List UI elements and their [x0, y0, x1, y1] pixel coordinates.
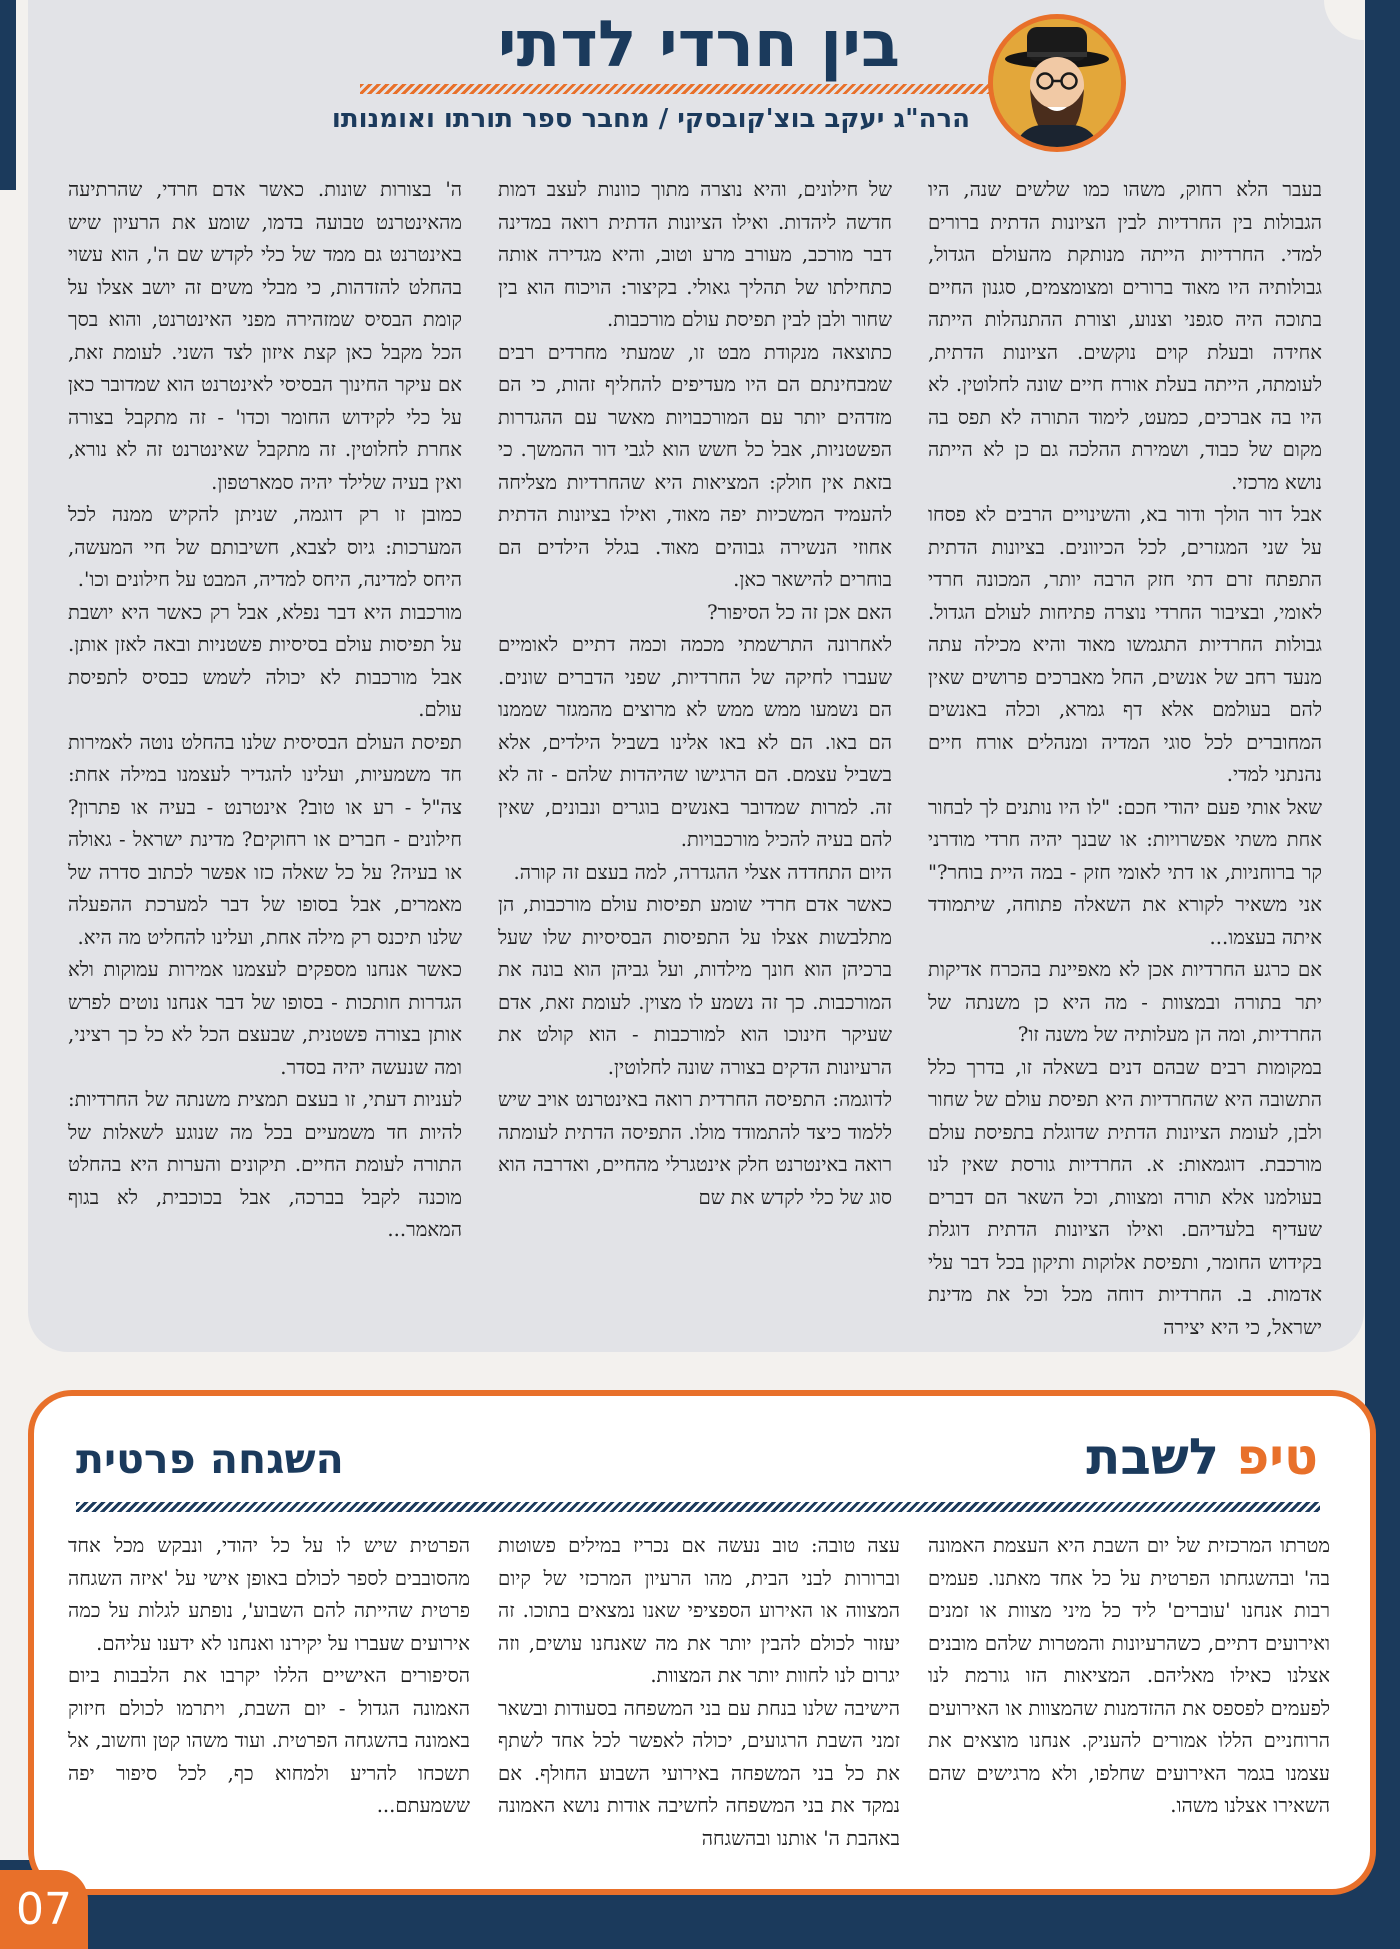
tip-column-1	[928, 1530, 1330, 1823]
paragraph: עצה טובה: טוב נעשה אם נכריז במילים פשוטות וברורות לבני הבית, מהו הרעיון המרכזי של קיום המצווה או האירוע הספציפי שאנו נמצאים בתוכו. זה יעזור לכולם להבין יותר את מה שאנחנו עושים, וזה יגרום לנו לחוות יותר את המצוות.	[498, 1534, 900, 1687]
paragraph: בעבר הלא רחוק, משהו כמו שלשים שנה, היו הגבולות בין החרדיות לבין הציונות הדתית ברורים למדי. החרדיות הייתה מנותקת מהעולם הגדול, גבולותיה היו מאוד ברורים ומצומצמים, סגנון החיים בתוכה היה סגפני וצנוע, וצורת ההתנהלות הייתה אחידה ובעלת קוים נוקשים. הציונות הדתית, לעומתה, הייתה בעלת אורח חיים שונה לחלוטין. לא היו בה אברכים, כמעט, לימוד התורה לא תפס בה מקום של כבוד, ושמירת ההלכה גם כן לא הייתה נושא מרכזי.	[928, 178, 1322, 494]
article-column-2	[498, 174, 892, 1214]
paragraph: הפרטית שיש לו על כל יהודי, ונבקש מכל אחד מהסובבים לספר לכולם באופן אישי על 'איזה השגחה פרטית שהייתה להם השבוע', נופתע לגלות על כמה אירועים שעברו על יקירנו ואנחנו לא ידענו עליהם.	[68, 1534, 470, 1655]
article-byline: הרה"ג יעקב בוצ'קובסקי / מחבר ספר תורתו ואומנותו	[331, 104, 970, 134]
article-title: בין חרדי לדתי	[497, 8, 900, 82]
paragraph: מורכבות היא דבר נפלא, אבל רק כאשר היא יושבת על תפיסות עולם בסיסיות פשטניות ובאה לאזן אותן. אבל מורכבות לא יכולה לשמש כבסיס לתפיסת עולם.	[68, 600, 462, 721]
title-underline	[360, 84, 1010, 94]
tip-heading-word-2: לשבת	[1086, 1428, 1219, 1486]
tip-divider	[76, 1502, 1320, 1512]
tip-column-3	[68, 1530, 470, 1823]
paragraph: אבל דור הולך ודור בא, והשינויים הרבים לא פסחו על שני המגזרים, לכל הכיוונים. בציונות הדתית התפתח זרם דתי חזק הרבה יותר, המכונה חרדי לאומי, ובציבור החרדי נוצרה פתיחות לעולם הגדול. גבולות החרדיות התגמשו מאוד והיא מכילה עתה מנעד רחב של אנשים, החל מאברכים פרושים שאין להם בעולמם אלא דף גמרא, וכלה באנשים המחוברים לכל סוגי המדיה ומנהלים אורח חיים נהנתני למדי.	[928, 503, 1322, 786]
paragraph: האם אכן זה כל הסיפור?	[707, 600, 892, 624]
tip-subheading: השגחה פרטית	[76, 1435, 344, 1483]
paragraph: במקומות רבים שבהם דנים בשאלה זו, בדרך כלל התשובה היא שהחרדיות היא תפיסת עולם של שחור ולבן, לעומת הציונות הדתית שדוגלת בתפיסת עולם מורכבת. דוגמאות: א. החרדיות גורסת שאין לנו בעולמנו אלא תורה ומצוות, וכל השאר הם דברים שעדיף בלעדיהם. ואילו הציונות הדתית דוגלת בקידוש החומר, ותפיסת אלוקות ותיקון בכל דבר עלי אדמות. ב. החרדיות דוחה מכל וכל את מדינת ישראל, כי היא יצירה	[928, 1055, 1322, 1339]
paragraph: לדוגמה: התפיסה החרדית רואה באינטרנט אויב שיש ללמוד כיצד להתמודד מולו. התפיסה הדתית לעומתה רואה באינטרנט חלק אינטגרלי מהחיים, ואדרבה הוא סוג של כלי לקדש את שם	[498, 1088, 892, 1209]
paragraph: היום התחדדה אצלי ההגדרה, למה בעצם זה קורה.	[513, 860, 892, 884]
paragraph: מטרתו המרכזית של יום השבת היא העצמת האמונה בה' ובהשגחתו הפרטית על כל אחד מאתנו. פעמים רבות אנחנו 'עוברים' ליד כל מיני מצוות או זמנים ואירועים דתיים, כשהרעיונות והמטרות שלהם מובנים אצלנו כאילו מאליהם. המציאות הזו גורמת לנו לפעמים לפספס את ההזדמנות שהמצוות או האירועים הרוחניים הללו אמורים להעניק. אנחנו מוצאים את עצמנו בגמר האירועים שחלפו, ולא מרגישים שהם השאירו אצלנו משהו.	[928, 1534, 1330, 1817]
tip-heading-word-1: טיפ	[1236, 1428, 1318, 1486]
paragraph: כאשר אנחנו מספקים לעצמנו אמירות עמוקות ולא הגדרות חותכות - בסופו של דבר אנחנו נוטים לפרש אותן בצורה פשטנית, שבעצם הכל לא כל כך רציני, ומה שנעשה יהיה בסדר.	[68, 958, 462, 1079]
paragraph: ה' בצורות שונות. כאשר אדם חרדי, שהרתיעה מהאינטרנט טבועה בדמו, שומע את הרעיון שיש באינטרנט גם ממד של כלי לקדש שם ה', הוא עשוי בהחלט להזדהות, כי מבלי משים זה יושב אצלו על קומת הבסיס שמזהירה מפני האינטרנט, והוא בסך הכל מקבל כאן קצת איזון לצד השני. לעומת זאת, אם עיקר החינוך הבסיסי לאינטרנט הוא שמדובר כאן על כלי לקידוש החומר וכדו' - זה מתקבל בצורה אחרת לחלוטין. זה מתקבל שאינטרנט זה לא נורא, ואין בעיה שלילד יהיה סמארטפון.	[68, 178, 462, 494]
paragraph: כתוצאה מנקודת מבט זו, שמעתי מחרדים רבים שמבחינתם הם היו מעדיפים להחליף זהות, כי הם מזדהים יותר עם המורכבויות מאשר עם ההגדרות הפשטניות, אבל כל חשש הוא לגבי דור ההמשך. כי בזאת אין חולק: המציאות היא שהחרדיות מצליחה להעמיד המשכיות יפה מאוד, ואילו בציונות הדתית אחוזי הנשירה גבוהים מאוד. בגלל הילדים הם בוחרים להישאר כאן.	[498, 340, 892, 591]
page-number: 07	[0, 1870, 88, 1949]
paragraph: לעניות דעתי, זו בעצם תמצית משנתה של החרדיות: להיות חד משמעיים בכל מה שנוגע לשאלות של התורה לעומת החיים. תיקונים והערות היא בהחלט מוכנה לקבל בברכה, אבל בכוכבית, לא בגוף המאמר...	[68, 1088, 462, 1241]
left-edge-band	[0, 0, 16, 190]
paragraph: הסיפורים האישיים הללו יקרבו את הלבבות ביום האמונה הגדול - יום השבת, ויתרמו לכולם חיזוק באמונה בהשגחה הפרטית. ועוד משהו קטן וחשוב, אל תשכחו להריע ולמחוא כף, לכל סיפור יפה ששמעתם...	[68, 1664, 470, 1817]
paragraph: של חילונים, והיא נוצרה מתוך כוונות לעצב דמות חדשה ליהדות. ואילו הציונות הדתית רואה במדינה דבר מורכב, מעורב מרע וטוב, והיא מגדירה אותה כתחילתו של תהליך גאולי. בקיצור: הויכוח הוא בין שחור ולבן לבין תפיסת עולם מורכבות.	[498, 178, 892, 331]
paragraph: כאשר אדם חרדי שומע תפיסות עולם מורכבות, הן מתלבשות אצלו על התפיסות הבסיסיות שלו שעל ברכיהן הוא חונך מילדות, ועל גביהן הוא בונה את המורכבות. כך זה נשמע לו מצוין. לעומת זאת, אדם שעיקר חינוכו הוא למורכבות - הוא קולט את הרעיונות הדקים בצורה שונה לחלוטין.	[498, 893, 892, 1079]
tip-column-2	[498, 1530, 900, 1855]
tip-heading	[1086, 1428, 1318, 1486]
paragraph: שאל אותי פעם יהודי חכם: "לו היו נותנים לך לבחור אחת משתי אפשרויות: או שבנך יהיה חרדי מודרני קר ברוחניות, או דתי לאומי חזק - במה היית בוחר?" אני משאיר לקורא את השאלה פתוחה, שיתמודד איתה בעצמו...	[928, 795, 1322, 949]
rabbi-illustration-icon	[988, 14, 1126, 152]
paragraph: תפיסת העולם הבסיסית שלנו בהחלט נוטה לאמירות חד משמעיות, ועלינו להגדיר לעצמנו במילה אחת: צה"ל - רע או טוב? אינטרנט - בעיה או פתרון? חילונים - חברים או רחוקים? מדינת ישראל - גאולה או בעיה? על כל שאלה כזו אפשר לכתוב סדרה של מאמרים, אבל בסופו של דבר למערכת ההפעלה שלנו תיכנס רק מילה אחת, ועלינו להחליט מה היא.	[68, 730, 462, 949]
paragraph: הישיבה שלנו בנחת עם בני המשפחה בסעודות ובשאר זמני השבת הרגועים, יכולה לאפשר לכל אחד לשתף את כל בני המשפחה באירועי השבוע החולף. אם נמקד את בני המשפחה לחשיבה אודות נושא האמונה באהבת ה' אותנו ובהשגחה	[498, 1696, 900, 1850]
article-column-1	[928, 174, 1322, 1344]
article-column-3	[68, 174, 462, 1247]
paragraph: אם כרגע החרדיות אכן לא מאפיינת בהכרח אדיקות יתר בתורה ובמצוות - מה היא כן משנתה של החרדיות, ומה הן מעלותיה של משנה זו?	[928, 958, 1322, 1046]
paragraph: כמובן זו רק דוגמה, שניתן להקיש ממנה לכל המערכות: גיוס לצבא, חשיבותם של חיי המעשה, היחס למדינה, היחס למדיה, המבט על חילונים וכו'.	[68, 503, 462, 591]
paragraph: לאחרונה התרשמתי מכמה וכמה דתיים לאומיים שעברו לחיקה של החרדיות, שפני הדברים שונים. הם נשמעו ממש ממש לא מרוצים מהמגזר שממנו הם באו. הם לא באו אלינו בשביל הילדים, אלא בשביל עצמם. הם הרגישו שהיהדות שלהם - זה לא זה. למרות שמדובר באנשים בוגרים ונבונים, שאין להם בעיה להכיל מורכבויות.	[498, 633, 892, 851]
